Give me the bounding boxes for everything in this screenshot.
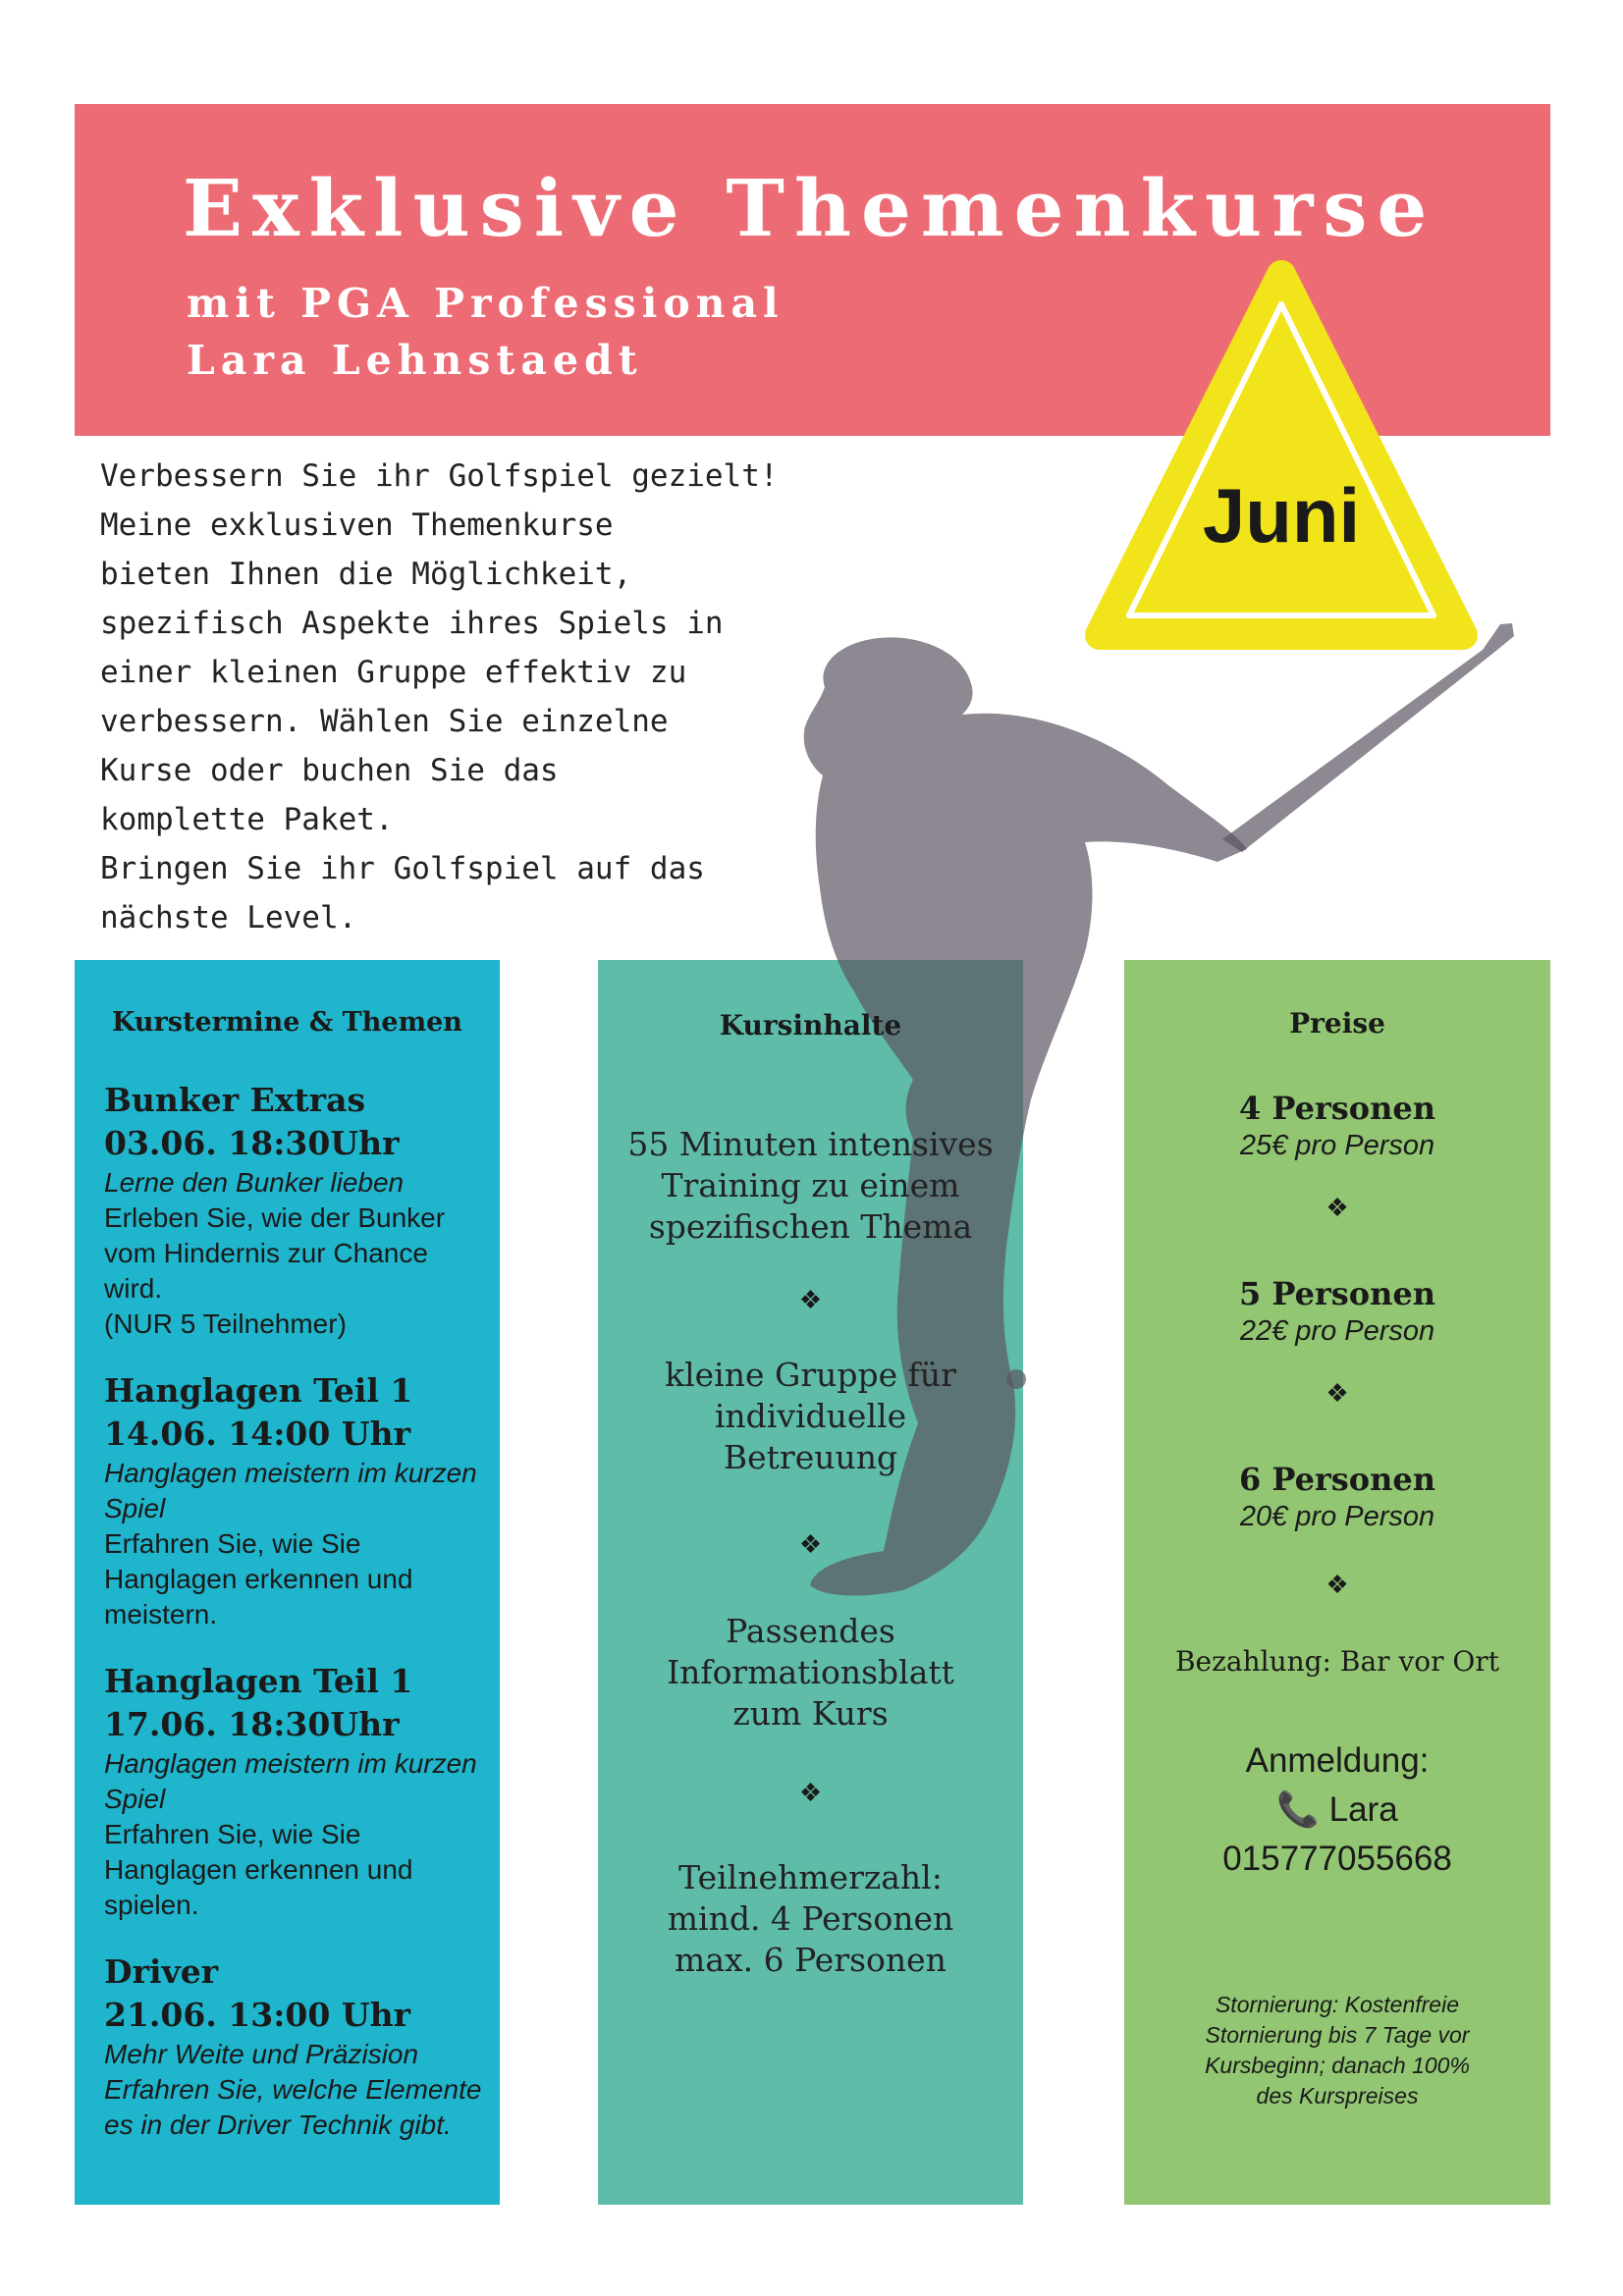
diamond-separator-icon: ❖ xyxy=(798,1529,823,1559)
session-card xyxy=(104,1660,482,1923)
diamond-separator-icon: ❖ xyxy=(1325,1570,1349,1599)
intro-line: Verbessern Sie ihr Golfspiel gezielt! xyxy=(100,458,779,494)
schedule-heading: Kurstermine & Themen xyxy=(112,1007,462,1038)
session-description: Erfahren Sie, wie Sie Hanglagen erkennen und meistern. xyxy=(104,1528,413,1629)
diamond-separator-icon: ❖ xyxy=(1325,1193,1349,1222)
session-card xyxy=(104,1079,482,1342)
prices-column xyxy=(1124,960,1550,2205)
registration-contact[interactable] xyxy=(1124,1786,1550,1835)
price-tier-amount: 22€ pro Person xyxy=(1239,1315,1435,1347)
session-note: (NUR 5 Teilnehmer) xyxy=(104,1308,347,1339)
intro-text xyxy=(100,452,787,942)
prices-heading: Preise xyxy=(1289,1007,1385,1040)
intro-line: bieten Ihnen die Möglichkeit, xyxy=(100,557,632,592)
session-description: Erleben Sie, wie der Bunker vom Hindernis zur Chance wird. xyxy=(104,1202,446,1304)
contents-column xyxy=(598,960,1023,2205)
diamond-separator-icon: ❖ xyxy=(1325,1378,1349,1408)
session-card xyxy=(104,1950,482,2143)
month-warning-badge xyxy=(1085,257,1478,650)
cancellation-policy: Stornierung: Kostenfreie Stornierung bis 7 Tage vor Kursbeginn; danach 100% des Kurspreises xyxy=(1205,1992,1470,2109)
session-subtitle: Mehr Weite und Präzision xyxy=(104,2039,419,2069)
price-tier-persons: 6 Personen xyxy=(1238,1461,1436,1498)
contents-item: Teilnehmerzahl: mind. 4 Personen max. 6 Personen xyxy=(667,1858,954,1979)
contact-name: Lara xyxy=(1328,1790,1398,1829)
phone-number[interactable]: 015777055668 xyxy=(1222,1840,1452,1878)
golf-club xyxy=(1222,623,1514,852)
session-title: Driver xyxy=(104,1952,219,1991)
diamond-separator-icon: ❖ xyxy=(798,1778,823,1807)
intro-line: verbessern. Wählen Sie einzelne xyxy=(100,704,669,739)
contents-item: kleine Gruppe für individuelle Betreuung xyxy=(665,1356,956,1476)
registration-label: Anmeldung: xyxy=(1245,1741,1430,1780)
session-description: Erfahren Sie, welche Elemente es in der Driver Technik gibt. xyxy=(104,2074,482,2140)
badge-label: Juni xyxy=(1202,472,1361,559)
subtitle-line-1: mit PGA Professional xyxy=(187,280,784,327)
session-datetime: 21.06. 13:00 Uhr xyxy=(104,1996,410,2034)
contents-item: 55 Minuten intensives Training zu einem spezifischen Thema xyxy=(627,1125,994,1246)
session-description: Erfahren Sie, wie Sie Hanglagen erkennen und spielen. xyxy=(104,1819,413,1920)
price-tier-persons: 4 Personen xyxy=(1238,1090,1436,1127)
subtitle-line-2: Lara Lehnstaedt xyxy=(187,337,643,384)
intro-line: Kurse oder buchen Sie das xyxy=(100,753,559,788)
intro-line: Meine exklusiven Themenkurse xyxy=(100,507,614,543)
intro-line: einer kleinen Gruppe effektiv zu xyxy=(100,655,687,690)
intro-line: spezifisch Aspekte ihres Spiels in xyxy=(100,606,724,641)
session-subtitle: Hanglagen meistern im kurzen Spiel xyxy=(104,1458,477,1523)
phone-icon: 📞 xyxy=(1276,1790,1320,1829)
session-datetime: 17.06. 18:30Uhr xyxy=(104,1705,400,1743)
schedule-column xyxy=(75,960,500,2205)
contents-item: Passendes Informationsblatt zum Kurs xyxy=(667,1612,954,1733)
session-title: Hanglagen Teil 1 xyxy=(104,1662,413,1700)
session-datetime: 14.06. 14:00 Uhr xyxy=(104,1415,410,1453)
contents-heading: Kursinhalte xyxy=(719,1009,902,1041)
session-title: Hanglagen Teil 1 xyxy=(104,1371,413,1410)
page-title: Exklusive Themenkurse xyxy=(183,162,1437,254)
payment-info: Bezahlung: Bar vor Ort xyxy=(1174,1645,1499,1678)
session-subtitle: Lerne den Bunker lieben xyxy=(104,1167,405,1198)
diamond-separator-icon: ❖ xyxy=(798,1285,823,1314)
price-tier-amount: 25€ pro Person xyxy=(1239,1130,1435,1161)
intro-line: Bringen Sie ihr Golfspiel auf das xyxy=(100,851,705,886)
intro-line: komplette Paket. xyxy=(100,802,394,837)
price-tier-persons: 5 Personen xyxy=(1238,1275,1436,1312)
intro-line: nächste Level. xyxy=(100,900,357,935)
price-tier-amount: 20€ pro Person xyxy=(1239,1501,1435,1532)
session-card xyxy=(104,1369,482,1632)
session-title: Bunker Extras xyxy=(104,1081,366,1119)
session-subtitle: Hanglagen meistern im kurzen Spiel xyxy=(104,1748,477,1814)
session-datetime: 03.06. 18:30Uhr xyxy=(104,1124,400,1162)
page-subtitle xyxy=(187,275,784,389)
